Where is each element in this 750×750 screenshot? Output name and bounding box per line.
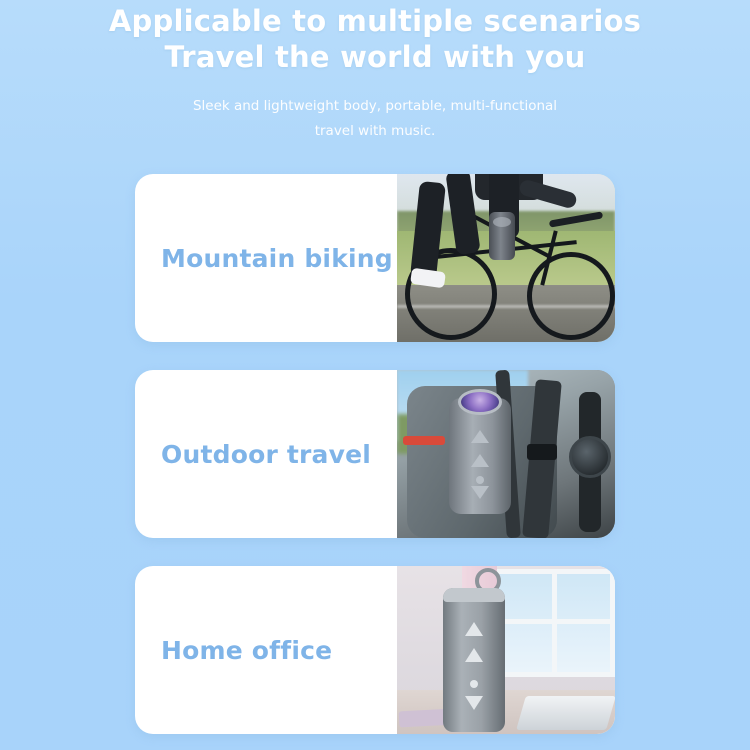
scenario-card-list [0,174,750,734]
speaker-button-power [476,476,484,484]
scenario-label-home-office: Home office [161,635,333,665]
speaker-button-play [471,454,489,467]
page-title-line-1: Applicable to multiple scenarios [108,4,642,38]
outdoor-scene [397,370,615,538]
desk-laptop [516,696,615,730]
speaker-button-up [465,622,483,636]
speaker-button-up [471,430,489,443]
scenario-card-label-area [135,174,397,342]
page-title-line-2: Travel the world with you [164,40,586,74]
speaker-dial [458,389,502,415]
page-subtitle-line-2: travel with music. [314,123,436,139]
backpack-webbing [403,436,445,445]
scenario-card-label-area [135,370,397,538]
speaker-button-play [465,648,483,662]
scenario-image-home-office [397,566,615,734]
scenario-label-outdoor-travel: Outdoor travel [161,439,372,469]
bike-scene [397,174,615,342]
backpack-buckle [527,444,557,460]
page-header [0,0,750,144]
home-window [493,569,615,677]
scenario-card-label-area [135,566,397,734]
scenario-label-mountain-biking: Mountain biking [161,243,393,273]
page-subtitle-line-1: Sleek and lightweight body, portable, multi-functional [192,98,558,114]
scenario-image-mountain-biking [397,174,615,342]
portable-speaker [443,588,505,732]
scenario-card-outdoor-travel[interactable] [135,370,615,538]
scenario-image-outdoor-travel [397,370,615,538]
scenario-card-home-office[interactable] [135,566,615,734]
speaker-button-down [465,696,483,710]
page-subtitle [0,94,750,144]
speaker-button-down [471,486,489,499]
portable-speaker [489,212,515,260]
speaker-button-power [470,680,478,688]
home-office-scene [397,566,615,734]
watch-face [569,436,611,478]
portable-speaker [449,398,511,514]
speaker-top-cap [443,588,505,602]
scenario-card-mountain-biking[interactable] [135,174,615,342]
window-mullion-horizontal [498,619,610,624]
bike-front-wheel [527,252,615,340]
